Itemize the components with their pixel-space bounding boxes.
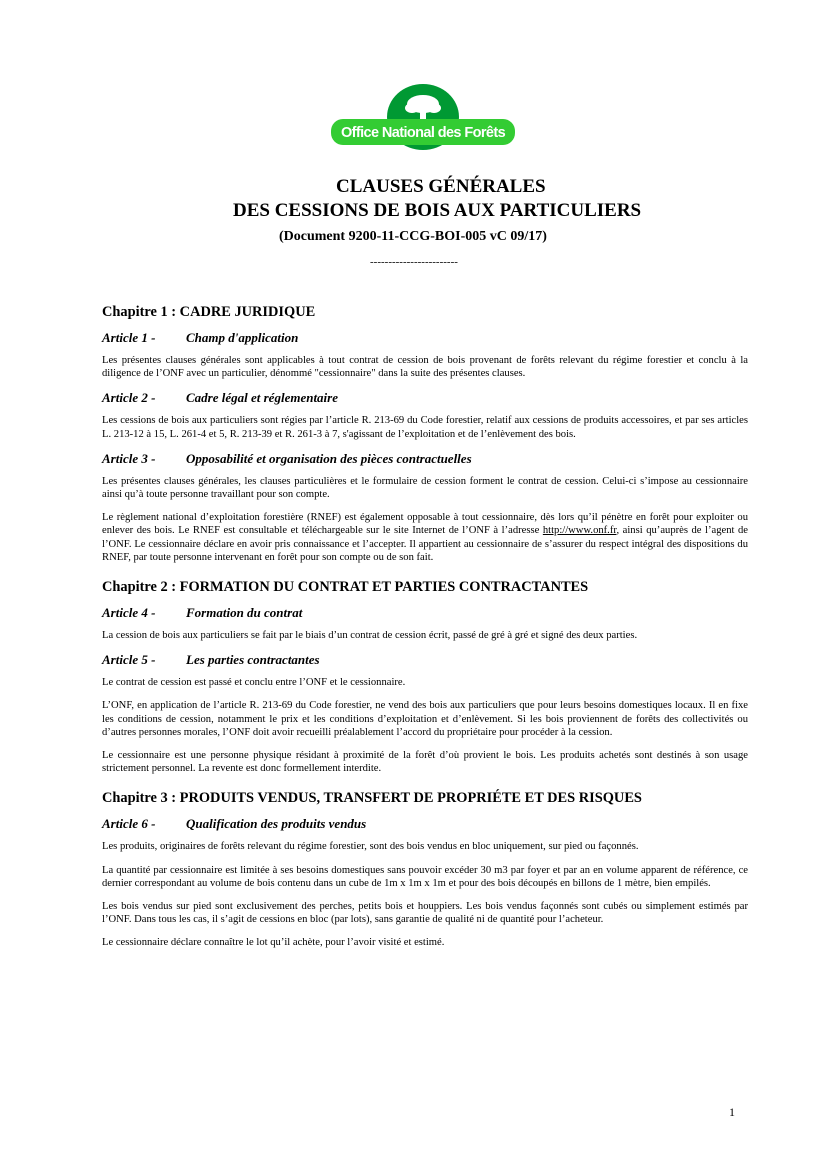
article-4-heading	[102, 605, 748, 621]
article-3-heading	[102, 451, 748, 467]
paragraph-text-continued: , ainsi qu’auprès de l’agent de l’ONF. Le cessionnaire déclare en avoir pris connaissance et l’accepter. Il appartient au cessionnaire de s’assurer du respect intégral des dispositions du RNEF, par toute personne intervenant en forêt pour son compte ou de son fait.	[102, 525, 748, 563]
paragraph: Les produits, originaires de forêts relevant du régime forestier, sont des bois vendus en bloc uniquement, sur pied ou façonnés.	[102, 841, 639, 853]
separator-line: ------------------------	[370, 256, 458, 268]
document-body	[102, 303, 748, 960]
article-title: Champ d'application	[186, 330, 299, 345]
article-number: Article 5 -	[102, 652, 156, 668]
paragraph: L’ONF, en application de l’article R. 213-69 du Code forestier, ne vend des bois aux particuliers que pour leurs besoins domestiques locaux. Il en fixe les conditions de cession, notamment le prix et les conditions d’exploitation et d’enlèvement. Si les bois proviennent de forêts des collectivités ou d’autres personnes morales, l’ONF doit avoir recueilli préalablement l’accord du propriétaire pour procéder à la cession.	[102, 700, 748, 738]
article-number: Article 6 -	[102, 816, 156, 832]
paragraph: La quantité par cessionnaire est limitée à ses besoins domestiques sans pouvoir excéder 30 m3 par foyer et par an en volume apparent de référence, ce dernier correspondant au volume de bois contenu dans un cube de 1m x 1m x 1m et pour des bois découpés en billons de 1 mètre, bien empilés.	[102, 864, 748, 889]
paragraph: Le cessionnaire est une personne physique résidant à proximité de la forêt d’où provient le bois. Les produits achetés sont destinés à son usage strictement personnel. La revente est donc formellement interdite.	[102, 750, 748, 775]
paragraph: Les bois vendus sur pied sont exclusivement des perches, petits bois et houppiers. Les bois vendus façonnés sont cubés ou simplement estimés par l’ONF. Dans tous les cas, il s’agit de cessions en bloc (par lots), sans garantie de qualité ni de quantité pour l’acheteur.	[102, 901, 748, 926]
title-line-2: DES CESSIONS DE BOIS AUX PARTICULIERS	[233, 200, 642, 221]
paragraph: Le contrat de cession est passé et conclu entre l’ONF et le cessionnaire.	[102, 677, 406, 689]
chapter-3-title: Chapitre 3 : PRODUITS VENDUS, TRANSFERT DE PROPRIÉTE ET DES RISQUES	[102, 790, 642, 807]
article-number: Article 2 -	[102, 390, 156, 406]
chapter-2-title: Chapitre 2 : FORMATION DU CONTRAT ET PARTIES CONTRACTANTES	[102, 579, 589, 596]
paragraph: Les présentes clauses générales sont applicables à tout contrat de cession de bois provenant de forêts relevant du régime forestier et conclu à la diligence de l’ONF avec un particulier, dénommé "cessionnaire" dans la suite des présentes clauses.	[102, 355, 748, 380]
logo-text: Office National des Forêts	[340, 125, 506, 141]
paragraph: Le cessionnaire déclare connaître le lot qu’il achète, pour l’avoir visité et estimé.	[102, 937, 445, 949]
paragraph: La cession de bois aux particuliers se fait par le biais d’un contrat de cession écrit, passé de gré à gré et signé des deux parties.	[102, 630, 638, 642]
title-line-1: CLAUSES GÉNÉRALES	[336, 176, 546, 197]
article-number: Article 1 -	[102, 330, 156, 345]
article-5-heading	[102, 652, 748, 668]
article-number: Article 4 -	[102, 605, 156, 621]
article-title: Qualification des produits vendus	[186, 816, 367, 832]
article-title: Les parties contractantes	[186, 652, 320, 668]
page-number: 1	[729, 1105, 735, 1119]
article-2-heading	[102, 390, 748, 406]
article-6-heading	[102, 816, 748, 832]
article-1-heading	[102, 330, 748, 346]
document-reference: (Document 9200-11-CCG-BOI-005 vC 09/17)	[279, 229, 547, 244]
paragraph: Les cessions de bois aux particuliers sont régies par l’article R. 213-69 du Code forestier, relatif aux cessions de produits accessoires, et par ses articles L. 213-12 à 15, L. 261-4 et 5, R. 213-39 et R. 261-3 à 7, s'agissant de l’exploitation et de l’enlèvement des bois.	[102, 415, 748, 440]
paragraph-text: Le règlement national d’exploitation forestière (RNEF) est également opposable à tout cessionnaire, dès lors qu’il pénètre en forêt pour exploiter ou enlever des bois. Le RNEF est consultable et téléchargeable sur le site Internet de l’ONF à l’adresse	[102, 512, 748, 537]
paragraph-with-link	[102, 511, 748, 564]
article-title: Formation du contrat	[186, 605, 303, 621]
paragraph: Les présentes clauses générales, les clauses particulières et le formulaire de cession forment le contrat de cession. Celui-ci s’impose au cessionnaire ainsi qu’à toute personne travaillant pour son compte.	[102, 475, 748, 501]
onf-website-link[interactable]: http://www.onf.fr	[542, 525, 617, 537]
article-number: Article 3 -	[102, 450, 156, 466]
onf-logo	[330, 84, 516, 154]
chapter-1-title: Chapitre 1 : CADRE JURIDIQUE	[102, 304, 316, 320]
article-title: Cadre légal et réglementaire	[186, 390, 339, 406]
article-title: Opposabilité et organisation des pièces contractuelles	[186, 450, 472, 466]
